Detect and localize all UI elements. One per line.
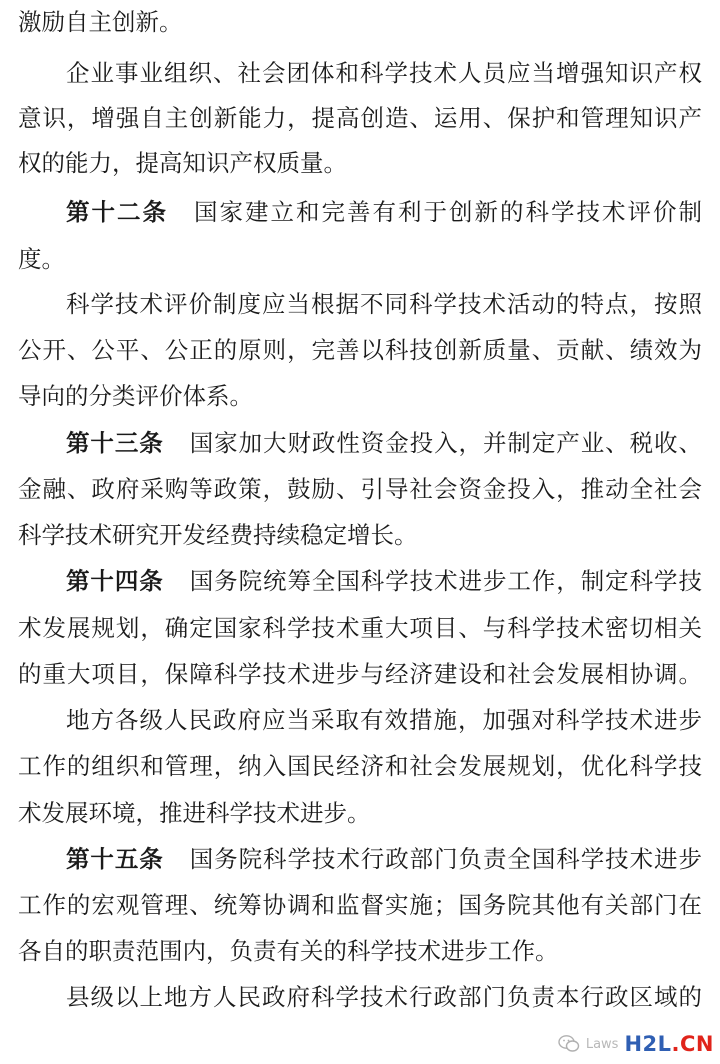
article-15-text: 国务院科学技术行政部门负责全国科学技术进步 [189, 845, 702, 873]
text-line: 权的能力，提高知识产权质量。 [18, 149, 347, 177]
text-line: 的重大项目，保障科学技术进步与经济建设和社会发展相协调。 [18, 660, 702, 688]
text-line: 术发展规划，确定国家科学技术重大项目、与科学技术密切相关 [18, 614, 702, 642]
text-line: 各自的职责范围内，负责有关的科学技术进步工作。 [18, 937, 559, 965]
text-line: 导向的分类评价体系。 [18, 382, 253, 410]
paragraph-first-line: 企业事业组织、社会团体和科学技术人员应当增强知识产权 [66, 59, 702, 87]
article-12-heading: 第十二条 [66, 198, 168, 226]
paragraph-first-line: 县级以上地方人民政府科学技术行政部门负责本行政区域的 [66, 983, 702, 1011]
article-14-heading: 第十四条 [66, 567, 164, 595]
text-line: 工作的宏观管理、统筹协调和监督实施；国务院其他有关部门在 [18, 891, 702, 919]
text-line: 术发展环境，推进科学技术进步。 [18, 799, 371, 827]
paragraph-first-line: 科学技术评价制度应当根据不同科学技术活动的特点，按照 [66, 290, 702, 318]
article-12-text: 国家建立和完善有利于创新的科学技术评价制 [194, 198, 702, 226]
article-14-text: 国务院统筹全国科学技术进步工作，制定科学技 [189, 567, 702, 595]
text-line: 意识，增强自主创新能力，提高创造、运用、保护和管理知识产 [18, 104, 702, 132]
text-line: 金融、政府采购等政策，鼓励、引导社会资金投入，推动全社会 [18, 475, 702, 503]
article-13-line [66, 427, 702, 459]
wechat-icon [558, 1034, 580, 1054]
text-line: 激励自主创新。 [18, 8, 183, 36]
watermark-faded-text: Laws [585, 1036, 619, 1052]
article-13-heading: 第十三条 [66, 429, 164, 457]
watermark [558, 1030, 714, 1058]
article-15-heading: 第十五条 [66, 845, 164, 873]
paragraph-first-line: 地方各级人民政府应当采取有效措施，加强对科学技术进步 [66, 706, 702, 734]
article-14-line [66, 565, 702, 597]
text-line: 科学技术研究开发经费持续稳定增长。 [18, 521, 418, 549]
text-line: 工作的组织和管理，纳入国民经济和社会发展规划，优化科学技 [18, 752, 702, 780]
article-12-line [66, 196, 702, 228]
text-line: 公开、公平、公正的原则，完善以科技创新质量、贡献、绩效为 [18, 336, 702, 364]
article-15-line [66, 843, 702, 875]
h2l-logo: H2L.CN [624, 1032, 714, 1056]
text-line: 度。 [18, 245, 65, 273]
article-13-text: 国家加大财政性资金投入，并制定产业、税收、 [189, 429, 702, 457]
